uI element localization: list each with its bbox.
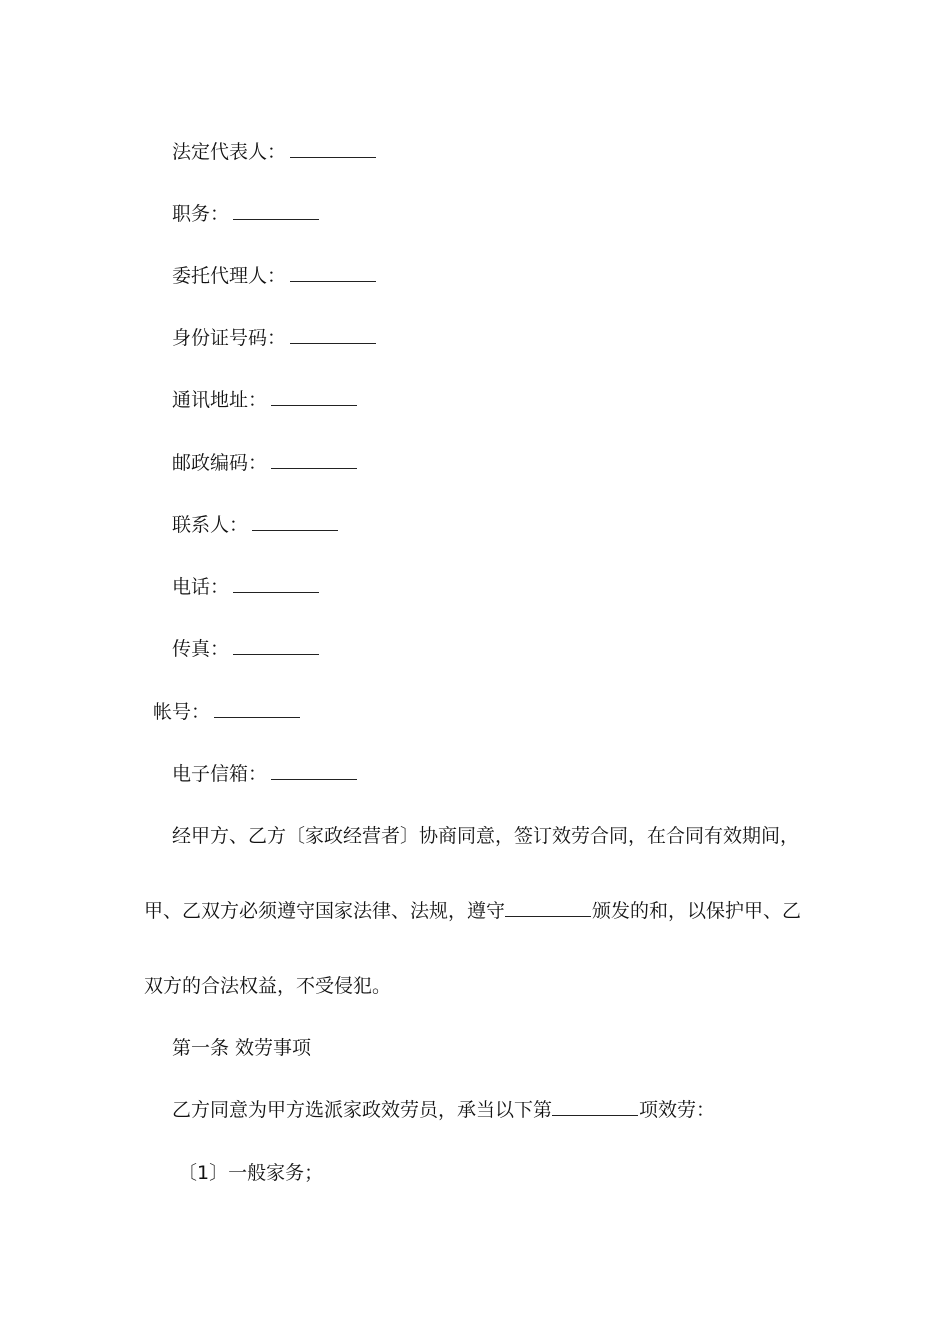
article-text-b: 项效劳： [639,1099,716,1121]
blank-field[interactable] [233,576,319,593]
blank-field[interactable] [290,265,376,282]
field-phone [172,575,320,599]
blank-field[interactable] [290,141,376,158]
field-label: 电子信箱： [172,763,268,785]
field-label: 身份证号码： [172,327,287,349]
intro-line-1: 经甲方、乙方〔家政经营者〕协商同意，签订效劳合同，在合同有效期间， [172,825,800,847]
intro-line-3: 双方的合法权益，不受侵犯。 [144,975,392,997]
article-1-heading: 第一条 效劳事项 [172,1037,312,1059]
blank-field[interactable] [271,452,357,469]
field-label: 委托代理人： [172,265,287,287]
blank-field[interactable] [233,203,319,220]
article-1-item-1: 〔1〕一般家务； [178,1162,324,1184]
field-label: 法定代表人： [172,141,287,163]
field-email [172,762,358,786]
blank-field[interactable] [233,638,319,655]
field-label: 邮政编码： [172,452,268,474]
field-label: 联系人： [172,514,249,536]
article-text-a: 乙方同意为甲方选派家政效劳员，承当以下第 [172,1099,553,1121]
field-id-number [172,326,377,350]
field-postal-code [172,451,358,475]
field-fax [172,637,320,661]
field-account [153,700,301,724]
field-label: 传真： [172,638,230,660]
intro-text-a: 甲、乙双方必须遵守国家法律、法规，遵守 [144,900,506,922]
article-1-text [172,1098,715,1122]
field-label: 职务： [172,203,230,225]
field-label: 通讯地址： [172,389,268,411]
field-contact [172,513,339,537]
blank-field[interactable] [552,1099,638,1116]
field-address [172,388,358,412]
field-agent [172,264,377,288]
field-label: 帐号： [153,701,211,723]
intro-text-b: 颁发的和，以保护甲、乙 [592,900,802,922]
blank-field[interactable] [271,763,357,780]
blank-field[interactable] [505,900,591,917]
field-label: 电话： [172,576,230,598]
blank-field[interactable] [214,701,300,718]
blank-field[interactable] [252,514,338,531]
blank-field[interactable] [271,389,357,406]
field-position [172,202,320,226]
blank-field[interactable] [290,327,376,344]
intro-line-2 [144,899,801,923]
field-legal-rep [172,140,377,164]
